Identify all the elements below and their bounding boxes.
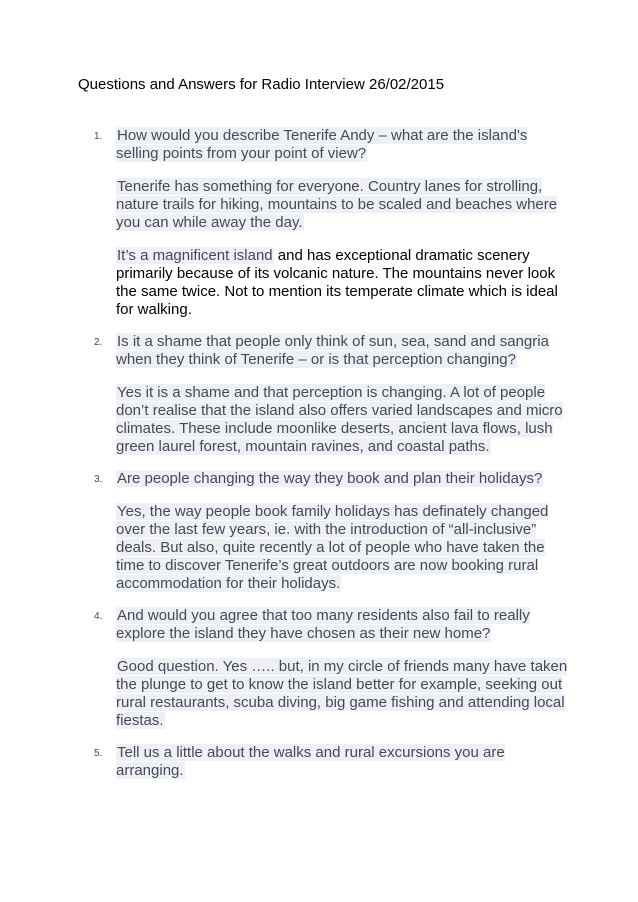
answer-highlight: Yes it is a shame and that perception is changing. A lot of people don’t realise that the island also offers varied landscapes and micro climates. These include moonlike deserts, ancient lava flows, lush green laurel forest, mountain ravines, and coastal paths.: [116, 384, 563, 455]
question-text: [116, 607, 568, 643]
answer-highlight: Tenerife has something for everyone. Country lanes for strolling, nature trails for hiking, mountains to be scaled and beaches where you can while away the day.: [116, 178, 558, 231]
qa-item-5: [0, 744, 638, 780]
question-text: [116, 470, 568, 488]
item-number: 4.: [94, 611, 103, 622]
question-text: [116, 744, 568, 780]
document-title: Questions and Answers for Radio Interview 26/02/2015: [78, 76, 445, 93]
qa-item-3: [0, 470, 638, 593]
question-highlight: Are people changing the way they book and plan their holidays?: [117, 470, 543, 487]
answer-text: [116, 178, 568, 232]
answer-text: [116, 658, 568, 730]
item-number: 1.: [94, 131, 103, 142]
answer-plain-text: and has exceptional dramatic scenery primarily because of its volcanic nature. The mountains never look the same twice. Not to mention its temperate climate which is ideal for walking.: [116, 247, 558, 318]
qa-list: [0, 127, 638, 794]
item-number: 2.: [94, 337, 103, 348]
question-highlight: Is it a shame that people only think of sun, sea, sand and sangria when they think of Tenerife – or is that perception changing?: [116, 333, 549, 368]
answer-highlight: Yes, the way people book family holidays has definately changed over the last few years, ie. with the introduction of “all-inclusive” deals. But also, quite recently a lot of people who have taken the time to discover Tenerife’s great outdoors are now booking rural accommodation for their holidays.: [116, 503, 549, 592]
answer-text: [116, 384, 568, 456]
question-text: [116, 127, 568, 163]
question-highlight: Tell us a little about the walks and rural excursions you are arranging.: [116, 744, 505, 779]
answer-text: [116, 247, 568, 319]
question-text: [116, 333, 568, 369]
qa-item-4: [0, 607, 638, 730]
answer-highlight: Good question. Yes ….. but, in my circle of friends many have taken the plunge to get to know the island better for example, seeking out rural restaurants, scuba diving, big game fishing and attending local fiestas.: [116, 658, 568, 729]
answer-text: [116, 503, 568, 593]
question-highlight: How would you describe Tenerife Andy – what are the island's selling points from your point of view?: [116, 127, 528, 162]
question-highlight: And would you agree that too many residents also fail to really explore the island they have chosen as their new home?: [116, 607, 530, 642]
item-number: 3.: [94, 474, 103, 485]
qa-item-1: [0, 127, 638, 319]
item-number: 5.: [94, 748, 103, 759]
qa-item-2: [0, 333, 638, 456]
answer-highlight: It’s a magnificent island: [117, 247, 273, 264]
